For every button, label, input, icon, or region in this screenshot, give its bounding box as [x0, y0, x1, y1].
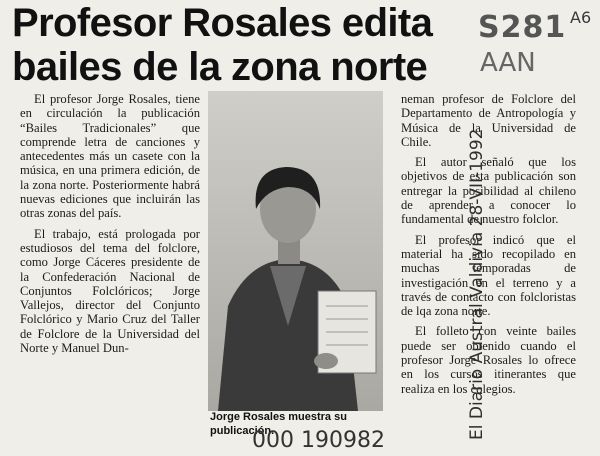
article-paragraph: neman profesor de Folclore del Departamento de Antropología y Música de la Universidad de Chile. — [401, 92, 576, 149]
headline-line-2: bailes de la zona norte — [12, 45, 428, 89]
article-paragraph: El autor señaló que los objetivos de esta publicación son entregar la posibilidad al chileno de aprender a conocer lo fundamental de nuestro folclor. — [401, 155, 576, 227]
article-photo — [208, 91, 383, 411]
headline-line-1: Profesor Rosales edita — [12, 1, 433, 45]
photo-caption: Jorge Rosales muestra su publicación. — [210, 411, 347, 437]
article-paragraph: El trabajo, está prologada por estudiosos del tema del folclore, como Jorge Cáceres presidente de la Confederación Nacional de Conjuntos Folclóricos; Jorge Vallejos, director del Conjunto Folclórico y Mario Cruz del Taller de Folclore de la Universidad del Norte y Manuel Dun- — [20, 226, 200, 356]
handwritten-catalog-number: 000 190982 — [252, 428, 385, 453]
handwritten-initials: AAN — [480, 48, 536, 78]
article-column-right — [401, 92, 576, 402]
article-column-left — [20, 92, 200, 361]
handwritten-page: A6 — [570, 8, 592, 27]
article-paragraph: El profesor Jorge Rosales, tiene en circulación la publicación “Bailes Tradicionales” que comprende letra de canciones y antecedentes más un casete con la música, en una primera edición, de la zona norte. Posteriormente habrá nuevas ediciones que incluirán las otras zonas del país. — [20, 92, 200, 221]
article-paragraph: El profesor indicó que el material ha sido recopilado en muchas temporadas de investigación en el terreno y a través de contacto con folcloristas de lqa zona norte. — [401, 232, 576, 319]
handwritten-source-date: El Diario Austral Valdivia 28-VII-1992 — [467, 128, 487, 440]
article-paragraph: El folleto con veinte bailes puede ser obtenido cuando el profesor Jorge Rosales lo ofrece en los cursos itinerantes que realiza en los colegios. — [401, 324, 576, 396]
handwritten-code: S281 — [478, 10, 567, 45]
portrait-photo-image — [208, 91, 383, 411]
